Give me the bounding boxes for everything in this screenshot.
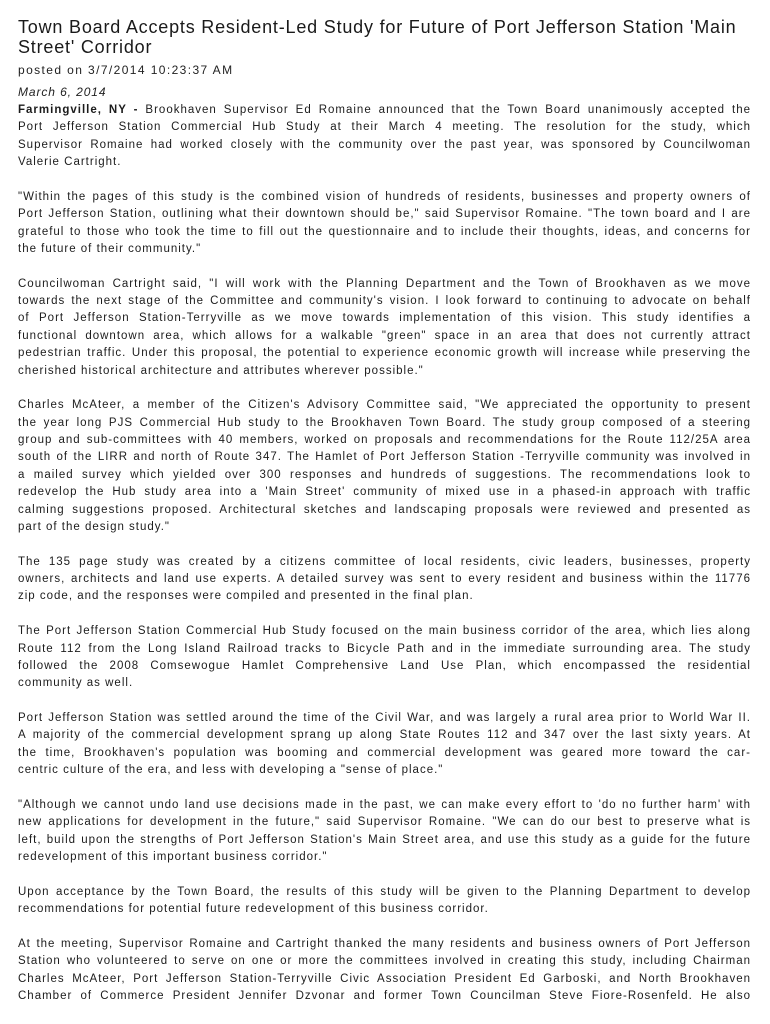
article-paragraph [18, 884, 751, 919]
paragraph-line: south of the LIRR and north of Route 347. The Hamlet of Port Jefferson Station -Terryville community was involved in [18, 451, 751, 464]
article-paragraph [18, 189, 751, 259]
paragraph-line: zip code, and the responses were compiled and presented in the final plan. [18, 590, 474, 603]
paragraph-line: community as well. [18, 677, 134, 690]
paragraph-line: cherished historical architecture and attributes wherever possible." [18, 364, 424, 377]
article-paragraph [18, 102, 751, 172]
paragraph-line: Port Jefferson Station, outlining what their downtown should be," said Supervisor Romaine. "The town board and I are [18, 208, 751, 221]
paragraph-line: part of the design study." [18, 520, 170, 533]
paragraph-line: Valerie Cartright. [18, 156, 122, 169]
paragraph-line: Port Jefferson Station Commercial Hub Study at their March 4 meeting. The resolution for the study, which [18, 121, 751, 134]
paragraph-line: At the meeting, Supervisor Romaine and Cartright thanked the many residents and business owners of Port Jefferson [18, 937, 751, 950]
paragraph-line: the time, Brookhaven's population was booming and commercial development was geared more toward the car- [18, 746, 751, 759]
paragraph-line: Councilwoman Cartright said, "I will work with the Planning Department and the Town of Brookhaven as we move [18, 277, 751, 290]
paragraph-line [18, 102, 751, 119]
paragraph-line: "Although we cannot undo land use decisions made in the past, we can make every effort to 'do no further harm' with [18, 798, 751, 811]
paragraph-line: "Within the pages of this study is the combined vision of hundreds of residents, businesses and property owners of [18, 190, 751, 203]
article-paragraph [18, 623, 751, 693]
paragraph-line: centric culture of the era, and less with developing a "sense of place." [18, 764, 444, 777]
paragraph-line: left, build upon the strengths of Port Jefferson Station's Main Street area, and use this study as a guide for the future [18, 833, 751, 846]
paragraph-line: grateful to those who took the time to fill out the questionnaire and to include their thoughts, ideas, and concerns for [18, 225, 751, 238]
paragraph-line: followed the 2008 Comsewogue Hamlet Comprehensive Land Use Plan, which encompassed the residential [18, 659, 751, 672]
paragraph-line: group and sub-committees with 40 members, worked on proposals and recommendations for the Route 112/25A area [18, 434, 751, 447]
paragraph-line: Upon acceptance by the Town Board, the results of this study will be given to the Planning Department to develop [18, 885, 751, 898]
paragraph-line: redevelopment of this important business corridor." [18, 851, 328, 864]
paragraph-line: The 135 page study was created by a citizens committee of local residents, civic leaders, businesses, property [18, 555, 751, 568]
paragraph-line: Charles McAteer, Port Jefferson Station-Terryville Civic Association President Ed Garboski, and North Brookhaven [18, 972, 751, 985]
paragraph-line: Chamber of Commerce President Jennifer Dzvonar and former Town Councilman Steve Fiore-Rosenfeld. He also [18, 989, 751, 1002]
article-title: Town Board Accepts Resident-Led Study for Future of Port Jefferson Station 'Main Street' Corridor [18, 17, 737, 57]
paragraph-line: Station who volunteered to serve on one or more the committees involved in creating this study, including Chairman [18, 955, 751, 968]
paragraph-line: towards the next stage of the Committee and community's vision. I look forward to continuing to advocate on behalf [18, 295, 751, 308]
article-date: March 6, 2014 [18, 85, 107, 99]
paragraph-line: A majority of the commercial development sprang up along State Routes 112 and 347 over the last sixty years. At [18, 729, 751, 742]
posted-timestamp: posted on 3/7/2014 10:23:37 AM [18, 63, 234, 77]
paragraph-line: functional downtown area, which allows for a walkable "green" space in an area that does not currently attract [18, 329, 751, 342]
paragraph-line: calming suggestions proposed. Architectural sketches and landscaping proposals were reviewed and presented as [18, 503, 751, 516]
paragraph-line: of Port Jefferson Station-Terryville as we move towards implementation of this vision. This study identifies a [18, 312, 751, 325]
paragraph-line: redevelop the Hub study area into a 'Main Street' community of mixed use in a phased-in approach with traffic [18, 486, 751, 499]
article-paragraph [18, 936, 751, 1006]
paragraph-line: the year long PJS Commercial Hub study to the Brookhaven Town Board. The study group composed of a steering [18, 416, 751, 429]
paragraph-line: Route 112 from the Long Island Railroad tracks to Bicycle Path and in the immediate surrounding area. The study [18, 642, 751, 655]
article-paragraph [18, 276, 751, 380]
paragraph-line: Port Jefferson Station was settled around the time of the Civil War, and was largely a rural area prior to World War II. [18, 712, 751, 725]
paragraph-line: Charles McAteer, a member of the Citizen's Advisory Committee said, "We appreciated the opportunity to present [18, 399, 751, 412]
article-paragraph [18, 797, 751, 867]
paragraph-line: Supervisor Romaine had worked closely with the community over the past year, was sponsored by Councilwoman [18, 138, 751, 151]
paragraph-line-text: Brookhaven Supervisor Ed Romaine announced that the Town Board unanimously accepted the [145, 104, 751, 116]
article-paragraph [18, 397, 751, 536]
paragraph-line: recommendations for potential future redevelopment of this business corridor. [18, 903, 489, 916]
dateline: Farmingville, NY - [18, 104, 139, 116]
paragraph-line: The Port Jefferson Station Commercial Hub Study focused on the main business corridor of the area, which lies along [18, 625, 751, 638]
article-paragraph [18, 554, 751, 606]
paragraph-line: a mailed survey which yielded over 300 responses and hundreds of suggestions. The recommendations look to [18, 468, 751, 481]
paragraph-line: the future of their community." [18, 242, 202, 255]
paragraph-line: pedestrian traffic. Under this proposal, the potential to experience economic growth will increase while preserving the [18, 347, 751, 360]
paragraph-line: owners, architects and land use experts. A detailed survey was sent to every resident and business within the 11776 [18, 573, 751, 586]
article-paragraph [18, 710, 751, 780]
article-body [18, 102, 751, 1023]
paragraph-line: new applications for development in the future," said Supervisor Romaine. "We can do our best to preserve what is [18, 816, 751, 829]
